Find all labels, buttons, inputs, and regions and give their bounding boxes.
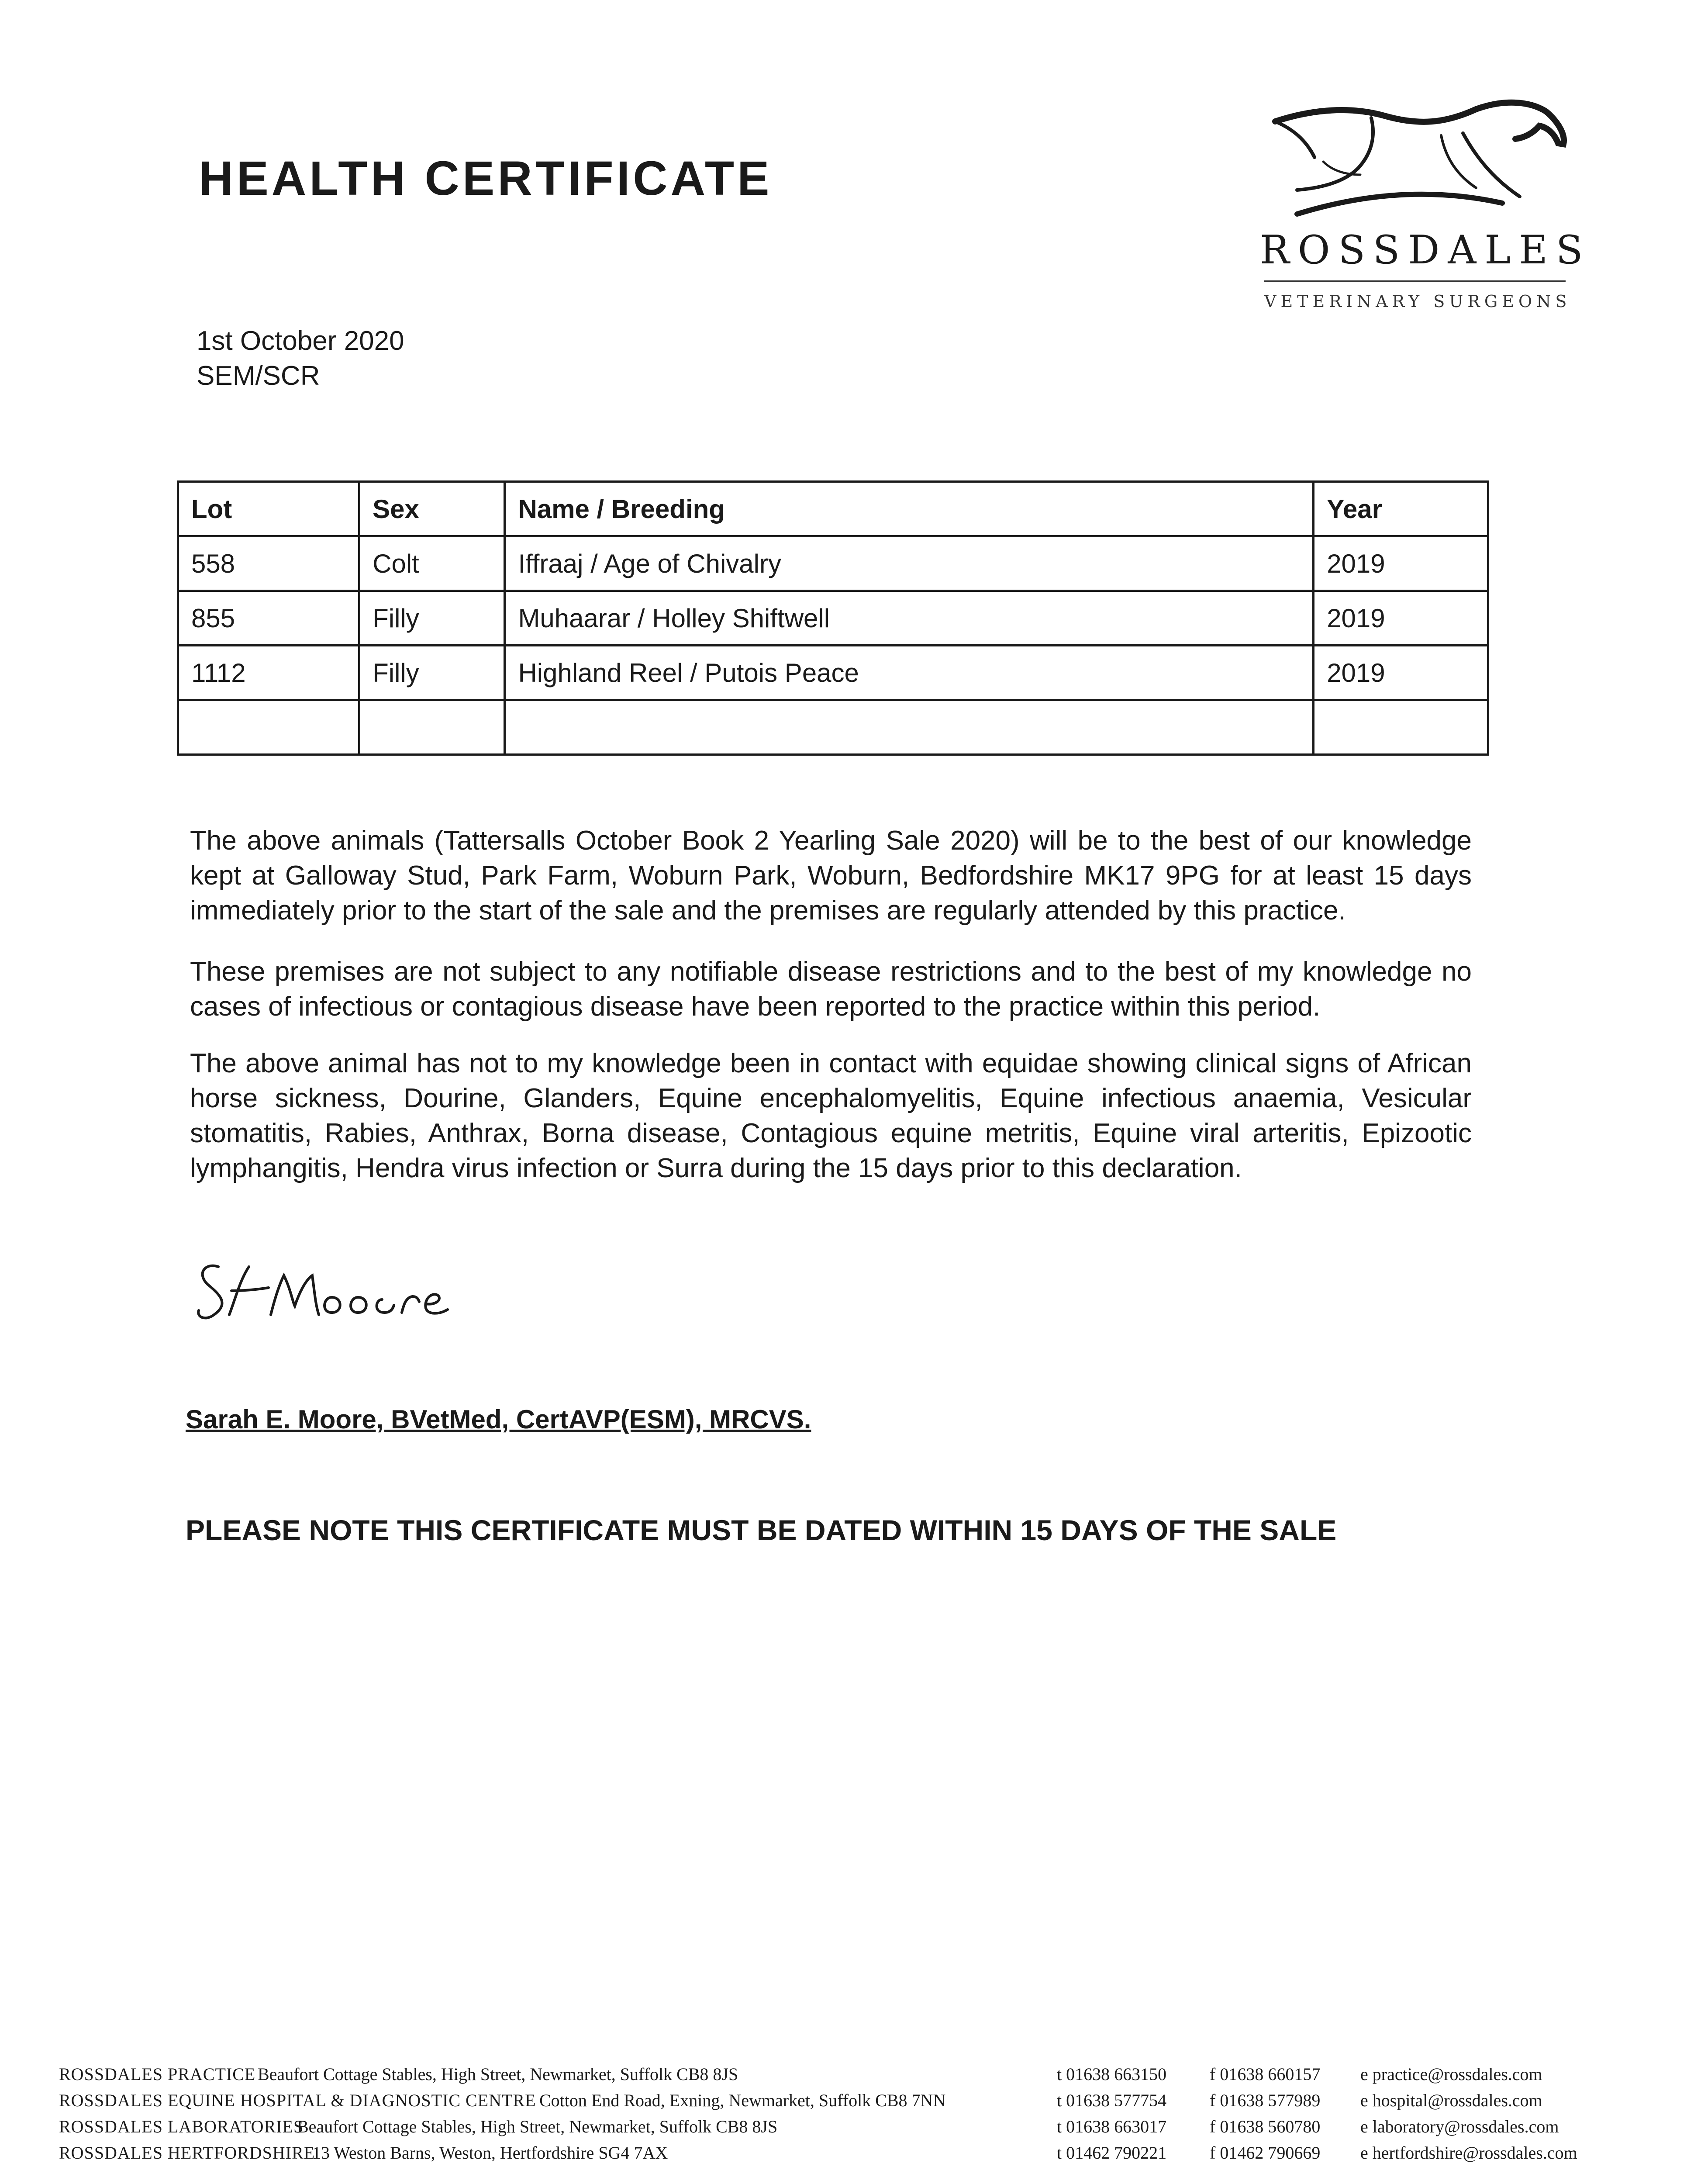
- footer-telephone: t 01638 663150: [1057, 2064, 1167, 2084]
- footer-email: e laboratory@rossdales.com: [1360, 2117, 1559, 2136]
- running-horse-icon: [1258, 92, 1572, 223]
- cell-name: Highland Reel / Putois Peace: [505, 646, 1314, 700]
- cell-year: 2019: [1314, 536, 1488, 591]
- table-row: [178, 591, 1488, 646]
- brand-subtitle: VETERINARY SURGEONS: [1264, 292, 1571, 311]
- lots-table: [177, 480, 1489, 756]
- body-paragraph-premises: The above animals (Tattersalls October Book 2 Yearling Sale 2020) will be to the best of our knowledge kept at Galloway Stud, Park Farm, Woburn Park, Woburn, Bedfordshire MK17 9PG for at least 15 days immediately prior to the start of the sale and the premises are regularly attended by this practice.: [190, 826, 1472, 926]
- footer-telephone: t 01462 790221: [1057, 2143, 1167, 2163]
- cell-year: [1314, 700, 1488, 755]
- header-name-breeding: Name / Breeding: [505, 482, 1314, 536]
- cell-sex: Filly: [359, 646, 505, 700]
- cell-lot: 855: [178, 591, 359, 646]
- footer-row-hospital: [59, 2090, 1640, 2116]
- cell-lot: 558: [178, 536, 359, 591]
- footer-address: Beaufort Cottage Stables, High Street, Newmarket, Suffolk CB8 8JS: [258, 2064, 738, 2084]
- footer-fax: f 01638 660157: [1210, 2064, 1321, 2084]
- footer-location-name: ROSSDALES EQUINE HOSPITAL & DIAGNOSTIC CENTRE: [59, 2091, 536, 2110]
- table-row: [178, 646, 1488, 700]
- footer-address: 13 Weston Barns, Weston, Hertfordshire SG4 7AX: [312, 2143, 668, 2163]
- footer-telephone: t 01638 663017: [1057, 2117, 1167, 2136]
- handwritten-signature: [188, 1249, 459, 1341]
- cell-sex: Filly: [359, 591, 505, 646]
- cell-name: [505, 700, 1314, 755]
- footer-address: Cotton End Road, Exning, Newmarket, Suffolk CB8 7NN: [539, 2091, 946, 2110]
- brand-name: ROSSDALES: [1260, 227, 1591, 273]
- dating-notice: PLEASE NOTE THIS CERTIFICATE MUST BE DATED WITHIN 15 DAYS OF THE SALE: [186, 1514, 1337, 1546]
- table-row-empty: [178, 700, 1488, 755]
- footer-fax: f 01638 577989: [1210, 2091, 1321, 2110]
- brand-divider: [1264, 280, 1566, 282]
- footer-email: e hospital@rossdales.com: [1360, 2091, 1542, 2110]
- cell-year: 2019: [1314, 646, 1488, 700]
- document-reference: SEM/SCR: [197, 361, 320, 391]
- cell-sex: [359, 700, 505, 755]
- footer-row-practice: [59, 2064, 1640, 2090]
- footer-location-name: ROSSDALES PRACTICE: [59, 2064, 256, 2084]
- footer-email: e practice@rossdales.com: [1360, 2064, 1542, 2084]
- table-header-row: [178, 482, 1488, 536]
- signer-name: Sarah E. Moore, BVetMed, CertAVP(ESM), MRCVS.: [186, 1405, 811, 1434]
- footer-location-name: ROSSDALES HERTFORDSHIRE: [59, 2143, 315, 2163]
- footer-email: e hertfordshire@rossdales.com: [1360, 2143, 1577, 2163]
- footer-fax: f 01638 560780: [1210, 2117, 1321, 2136]
- footer-address: Beaufort Cottage Stables, High Street, Newmarket, Suffolk CB8 8JS: [297, 2117, 778, 2136]
- document-title: HEALTH CERTIFICATE: [199, 152, 773, 205]
- body-paragraph-restrictions: These premises are not subject to any notifiable disease restrictions and to the best of my knowledge no cases of infectious or contagious disease have been reported to the practice within this period.: [190, 957, 1472, 1022]
- cell-name: Iffraaj / Age of Chivalry: [505, 536, 1314, 591]
- footer-location-name: ROSSDALES LABORATORIES: [59, 2117, 304, 2136]
- header-sex: Sex: [359, 482, 505, 536]
- body-paragraph-declaration: The above animal has not to my knowledge been in contact with equidae showing clinical signs of African horse sickness, Dourine, Glanders, Equine encephalomyelitis, Equine infectious anaemia, Vesicular stomatitis, Rabies, Anthrax, Borna disease, Contagious equine metritis, Equine viral arteritis, Epizootic lymphangitis, Hendra virus infection or Surra during the 15 days prior to this declaration.: [190, 1048, 1472, 1183]
- cell-year: 2019: [1314, 591, 1488, 646]
- header-lot: Lot: [178, 482, 359, 536]
- footer-fax: f 01462 790669: [1210, 2143, 1321, 2163]
- footer-row-laboratories: [59, 2116, 1640, 2143]
- footer-row-hertfordshire: [59, 2143, 1640, 2169]
- cell-lot: [178, 700, 359, 755]
- cell-name: Muhaarar / Holley Shiftwell: [505, 591, 1314, 646]
- cell-sex: Colt: [359, 536, 505, 591]
- document-date: 1st October 2020: [197, 326, 404, 356]
- footer-telephone: t 01638 577754: [1057, 2091, 1167, 2110]
- header-year: Year: [1314, 482, 1488, 536]
- cell-lot: 1112: [178, 646, 359, 700]
- table-row: [178, 536, 1488, 591]
